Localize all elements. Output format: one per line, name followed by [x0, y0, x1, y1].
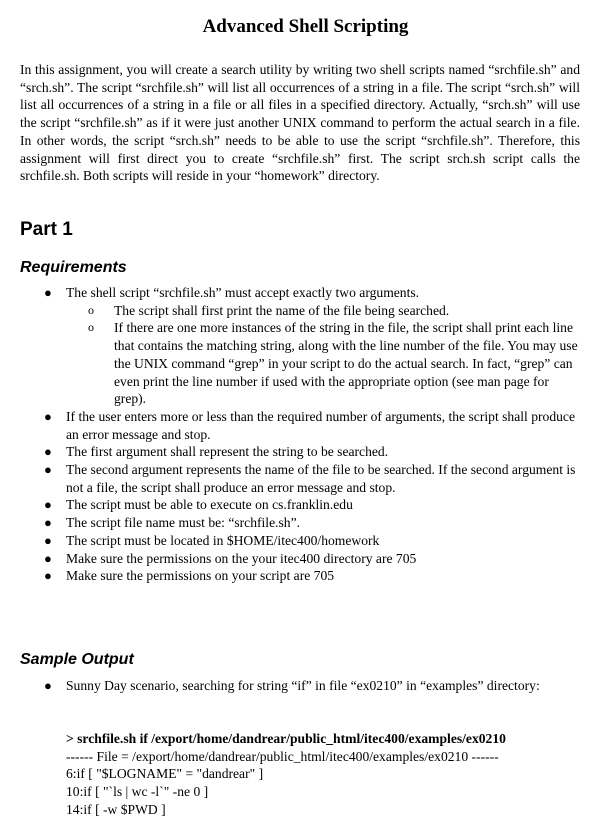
requirement-text: If there are one more instances of the string in the file, the script shall print each line that contains the matching string, along with the line number of the file. You may use the UNIX command “grep” in your script to do the actual search. In fact, “grep” can even print the line number if used with the appropriate option (see man page for grep). — [114, 320, 578, 407]
sample-file-line: ------ File = /export/home/dandrear/public_html/itec400/examples/ex0210 ------ — [66, 748, 499, 764]
requirement-text: If the user enters more or less than the required number of arguments, the script shall produce an error message and stop. — [66, 408, 575, 442]
sample-output-line: 10:if [ "`ls | wc -l`" -ne 0 ] — [66, 784, 209, 800]
bullet-icon: ● — [44, 678, 52, 693]
bullet-icon: ● — [44, 497, 52, 513]
requirements-list — [44, 284, 584, 585]
sub-list-item — [66, 319, 584, 408]
list-item — [44, 567, 584, 585]
list-item — [44, 550, 584, 568]
sample-output-line: 14:if [ -w $PWD ] — [66, 801, 166, 817]
requirement-text: The second argument represents the name of the file to be searched. If the second argument is not a file, the script shall produce an error message and stop. — [66, 462, 576, 495]
bullet-icon: ● — [44, 550, 52, 566]
requirement-text: Make sure the permissions on your script are 705 — [66, 568, 335, 584]
list-item — [44, 532, 584, 550]
list-item — [44, 408, 584, 443]
list-item — [44, 496, 584, 514]
sample-output-heading: Sample Output — [20, 651, 134, 668]
list-item — [44, 677, 584, 695]
requirement-text: The script shall first print the name of the file being searched. — [114, 302, 450, 318]
circle-bullet-icon: o — [88, 302, 94, 317]
part1-heading: Part 1 — [20, 219, 73, 240]
requirement-text: The first argument shall represent the string to be searched. — [66, 444, 389, 460]
bullet-icon: ● — [44, 515, 52, 531]
requirement-text: The shell script “srchfile.sh” must accept exactly two arguments. — [66, 285, 420, 300]
list-item — [44, 284, 584, 408]
sub-list — [66, 302, 584, 408]
bullet-icon: ● — [44, 568, 52, 584]
bullet-icon: ● — [44, 462, 52, 478]
requirement-text: The script must be located in $HOME/itec400/homework — [66, 532, 380, 548]
requirement-text: Make sure the permissions on the your itec400 directory are 705 — [66, 550, 417, 566]
requirement-text: The script file name must be: “srchfile.sh”. — [66, 515, 301, 531]
requirement-text: The script must be able to execute on cs.franklin.edu — [66, 497, 353, 513]
bullet-icon: ● — [44, 444, 52, 460]
list-item — [44, 514, 584, 532]
scenario-text: Sunny Day scenario, searching for string “if” in file “ex0210” in “examples” directory: — [66, 678, 540, 693]
intro-paragraph: In this assignment, you will create a search utility by writing two shell scripts named “srchfile.sh” and “srch.sh”. The script “srchfile.sh” will list all occurrences of a string in a file. The script “srch.sh” will list all occurrences of a string in a file or all files in a specified directory. Actually, “srch.sh” will use the script “srchfile.sh” as if it were just another UNIX command to perform the actual search in a file. In other words, the script “srch.sh” needs to be able to use the script “srchfile.sh”. Therefore, this assignment will first direct you to create “srchfile.sh” first. The script srch.sh script calls the srchfile.sh. Both scripts will reside in your “homework” directory. — [20, 62, 580, 184]
bullet-icon: ● — [44, 285, 52, 300]
requirements-heading: Requirements — [20, 259, 127, 276]
sample-command: > srchfile.sh if /export/home/dandrear/public_html/itec400/examples/ex0210 — [66, 731, 506, 746]
sample-output-list — [44, 677, 584, 695]
list-item — [44, 443, 584, 461]
list-item — [44, 461, 584, 496]
sample-code-block — [44, 712, 604, 819]
document-title: Advanced Shell Scripting — [202, 16, 409, 37]
bullet-icon: ● — [44, 408, 52, 424]
sub-list-item — [66, 302, 584, 320]
sample-output-line: 6:if [ "$LOGNAME" = "dandrear" ] — [66, 766, 264, 782]
circle-bullet-icon: o — [88, 320, 94, 335]
bullet-icon: ● — [44, 532, 52, 548]
